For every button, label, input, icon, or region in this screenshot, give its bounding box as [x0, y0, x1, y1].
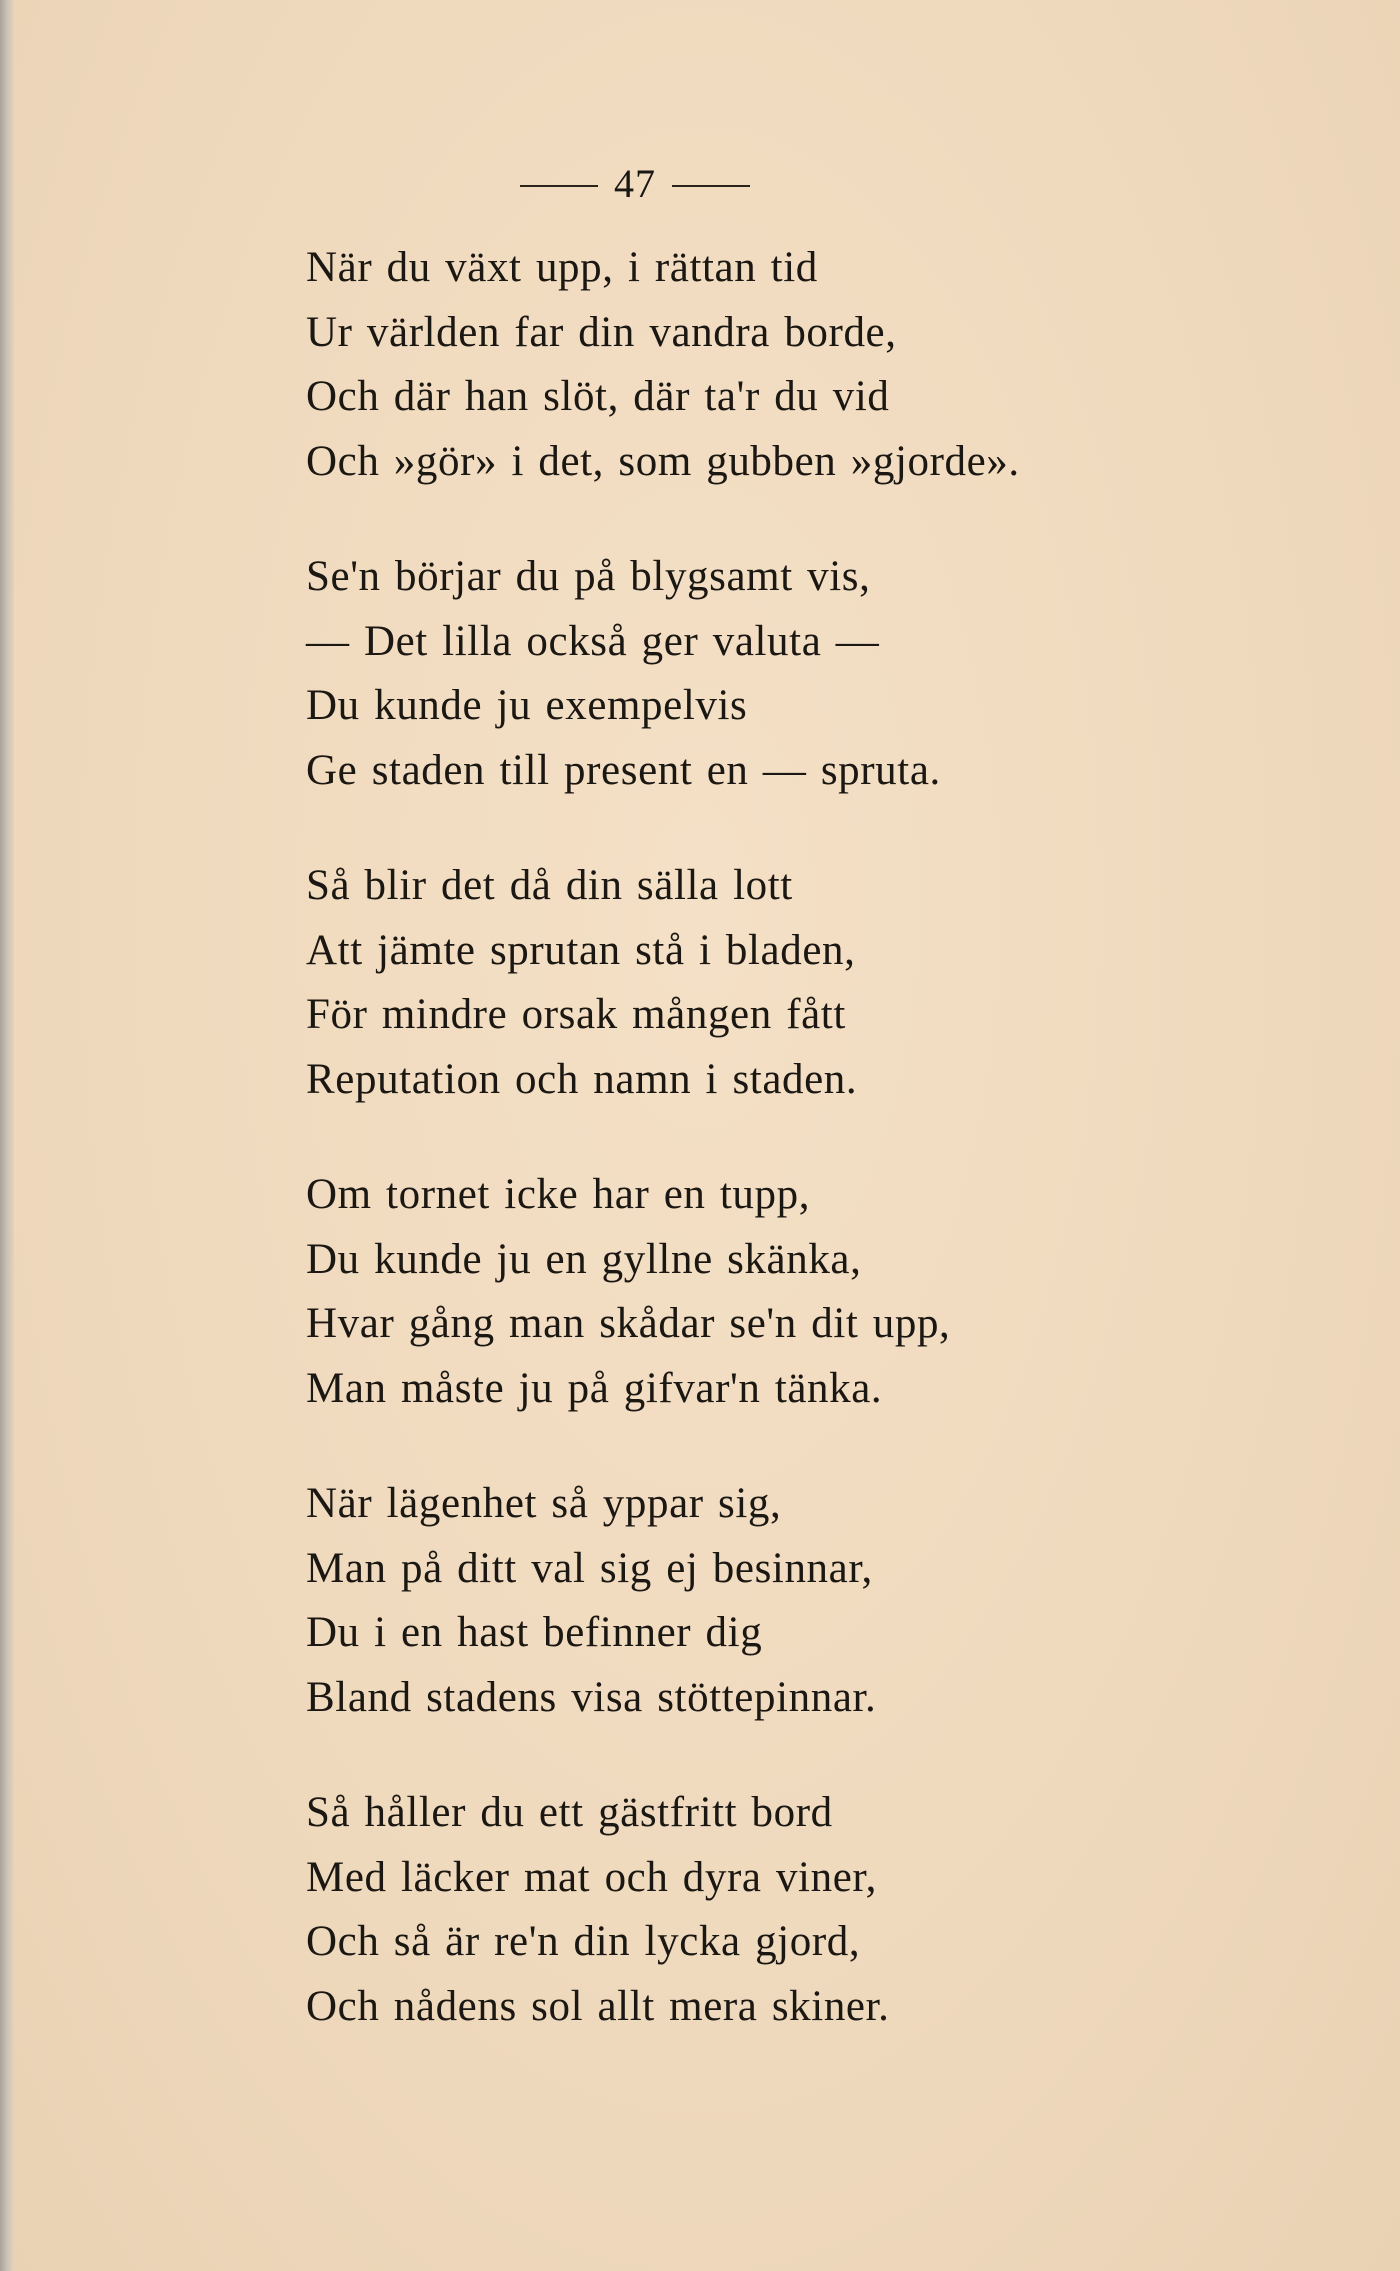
- stanza-6: [306, 1781, 1306, 2039]
- page-number-text: 47: [614, 161, 656, 206]
- page-number: [0, 154, 1270, 214]
- poem-line: Se'n börjar du på blygsamt vis,: [306, 553, 871, 600]
- stanza-5: [306, 1472, 1306, 1730]
- stanza-3: [306, 854, 1306, 1112]
- poem-line: Ur världen far din vandra borde,: [306, 308, 897, 356]
- poem-line: Och så är re'n din lycka gjord,: [306, 1918, 861, 1965]
- poem-line: För mindre orsak mången fått: [306, 991, 846, 1038]
- left-dash-rule: [520, 185, 598, 187]
- poem-line: Hvar gång man skådar se'n dit upp,: [306, 1300, 951, 1347]
- poem-line: Du kunde ju en gyllne skänka,: [306, 1235, 862, 1283]
- poem-line: Ge staden till present en — spruta.: [306, 746, 941, 794]
- poem-line: Bland stadens visa stöttepinnar.: [306, 1673, 877, 1721]
- poem-line: Och där han slöt, där ta'r du vid: [306, 373, 890, 420]
- poem-line: Man på ditt val sig ej besinnar,: [306, 1544, 873, 1592]
- poem-line: Så håller du ett gästfritt bord: [306, 1789, 833, 1836]
- stanza-1: [306, 236, 1306, 494]
- poem-line: Man måste ju på gifvar'n tänka.: [306, 1364, 883, 1412]
- stanza-4: [306, 1163, 1306, 1421]
- poem-line: När lägenhet så yppar sig,: [306, 1480, 782, 1527]
- poem-line: Och »gör» i det, som gubben »gjorde».: [306, 437, 1020, 485]
- poem-line: Du kunde ju exempelvis: [306, 682, 748, 729]
- poem-line: Så blir det då din sälla lott: [306, 862, 793, 909]
- page-edge-shadow: [0, 0, 14, 2271]
- poem-line: — Det lilla också ger valuta —: [306, 617, 880, 665]
- poem-line: Reputation och namn i staden.: [306, 1055, 858, 1103]
- poem-line: Med läcker mat och dyra viner,: [306, 1853, 877, 1901]
- poem-line: Att jämte sprutan stå i bladen,: [306, 926, 856, 974]
- stanza-2: [306, 545, 1306, 803]
- poem-line: Och nådens sol allt mera skiner.: [306, 1982, 890, 2030]
- poem: [306, 236, 1306, 2090]
- poem-line: Du i en hast befinner dig: [306, 1609, 763, 1656]
- poem-line: När du växt upp, i rättan tid: [306, 244, 818, 291]
- poem-line: Om tornet icke har en tupp,: [306, 1171, 811, 1218]
- right-dash-rule: [672, 185, 750, 187]
